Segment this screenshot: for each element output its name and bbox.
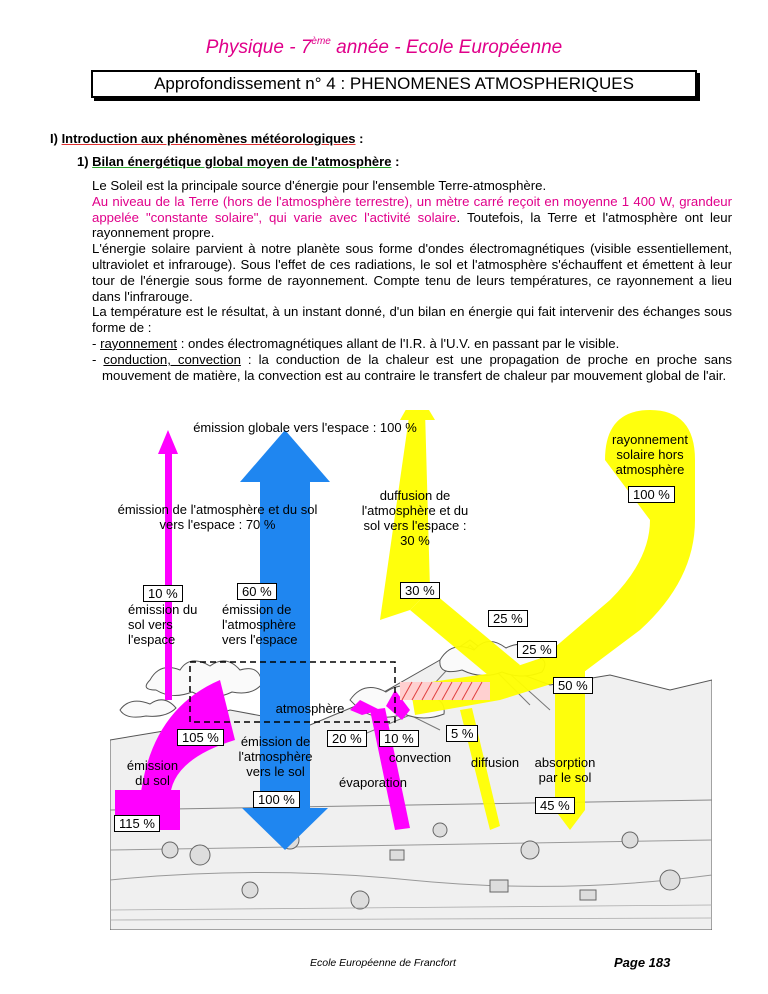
percentage-25-b: 25 % xyxy=(517,641,557,658)
atm-space-label: émission de l'atmosphère vers l'espace xyxy=(222,602,298,647)
page-number: Page 183 xyxy=(614,955,671,970)
footer-school: Ecole Européenne de Francfort xyxy=(310,957,456,969)
solar-radiation-label: rayonnement solaire hors atmosphère xyxy=(612,432,688,477)
diffusion-space-label: duffusion de l'atmosphère et du sol vers l'espace : 30 % xyxy=(361,488,469,548)
page-title: Approfondissement n° 4 : PHENOMENES ATMOSPHERIQUES xyxy=(91,70,697,98)
page-header: Physique - 7ème année - Ecole Européenne xyxy=(205,36,563,58)
soil-space-label: émission du sol vers l'espace xyxy=(128,602,198,647)
subsection-heading: 1) Bilan énergétique global moyen de l'atmosphère : xyxy=(77,154,400,169)
paragraph: L'énergie solaire parvient à notre planète sous forme d'ondes électromagnétiques (visible essentiellement, ultraviolet et infrarouge). Sous l'effet de ces radiations, le sol et l'atmosphère s'échauffent et émettent à leur tour de l'énergie sous forme de rayonnement. Compte tenu de leurs températures, ce rayonnement a lieu dans l'infrarouge. xyxy=(92,241,732,304)
atmosphere-label: atmosphère xyxy=(275,701,345,716)
paragraph: Le Soleil est la principale source d'énergie pour l'ensemble Terre-atmosphère. xyxy=(92,178,547,193)
evaporation-label: évaporation xyxy=(339,775,407,790)
percentage-105: 105 % xyxy=(177,729,224,746)
energy-balance-diagram xyxy=(110,410,712,930)
absorption-label: absorption par le sol xyxy=(534,755,596,785)
section-heading: I) Introduction aux phénomènes météorologiques : xyxy=(50,131,364,146)
percentage-30: 30 % xyxy=(400,582,440,599)
percentage-100: 100 % xyxy=(253,791,300,808)
paragraph: Au niveau de la Terre (hors de l'atmosphère terrestre), un mètre carré reçoit en moyenne 1 400 W, grandeur appelée "constante solaire", qui varie avec l'activité solaire. Toutefois, la Terre et l'atmosphère ont leur rayonnement propre. xyxy=(92,193,732,241)
bullet-item: - rayonnement : ondes électromagnétiques allant de l'I.R. à l'U.V. en passant par le visible. xyxy=(92,335,620,351)
soil-emission-label: émission du sol xyxy=(126,758,179,788)
percentage-60: 60 % xyxy=(237,583,277,600)
percentage-10-b: 10 % xyxy=(379,730,419,747)
paragraph: La température est le résultat, à un instant donné, d'un bilan en énergie qui fait intervenir des échanges sous forme de : xyxy=(92,304,732,336)
atm-to-soil-label: émission de l'atmosphère vers le sol xyxy=(238,734,313,779)
percentage-20: 20 % xyxy=(327,730,367,747)
atm-soil-space-label: émission de l'atmosphère et du sol vers l'espace : 70 % xyxy=(117,502,318,532)
percentage-25-a: 25 % xyxy=(488,610,528,627)
percentage-50: 50 % xyxy=(553,677,593,694)
convection-label: convection xyxy=(388,750,452,765)
solar-percentage: 100 % xyxy=(628,486,675,503)
absorption-hatch xyxy=(400,682,490,700)
percentage-5: 5 % xyxy=(446,725,478,742)
body-text xyxy=(92,178,732,383)
percentage-45: 45 % xyxy=(535,797,575,814)
diffusion-label: diffusion xyxy=(470,755,520,770)
global-emission-label: émission globale vers l'espace : 100 % xyxy=(193,420,417,435)
percentage-115: 115 % xyxy=(114,815,160,832)
percentage-10: 10 % xyxy=(143,585,183,602)
bullet-item: - conduction, convection : la conduction de la chaleur est une propagation de proche en proche sans mouvement de matière, la convection est au contraire le transfert de chaleur par mouvement global de l'air. xyxy=(92,351,732,383)
